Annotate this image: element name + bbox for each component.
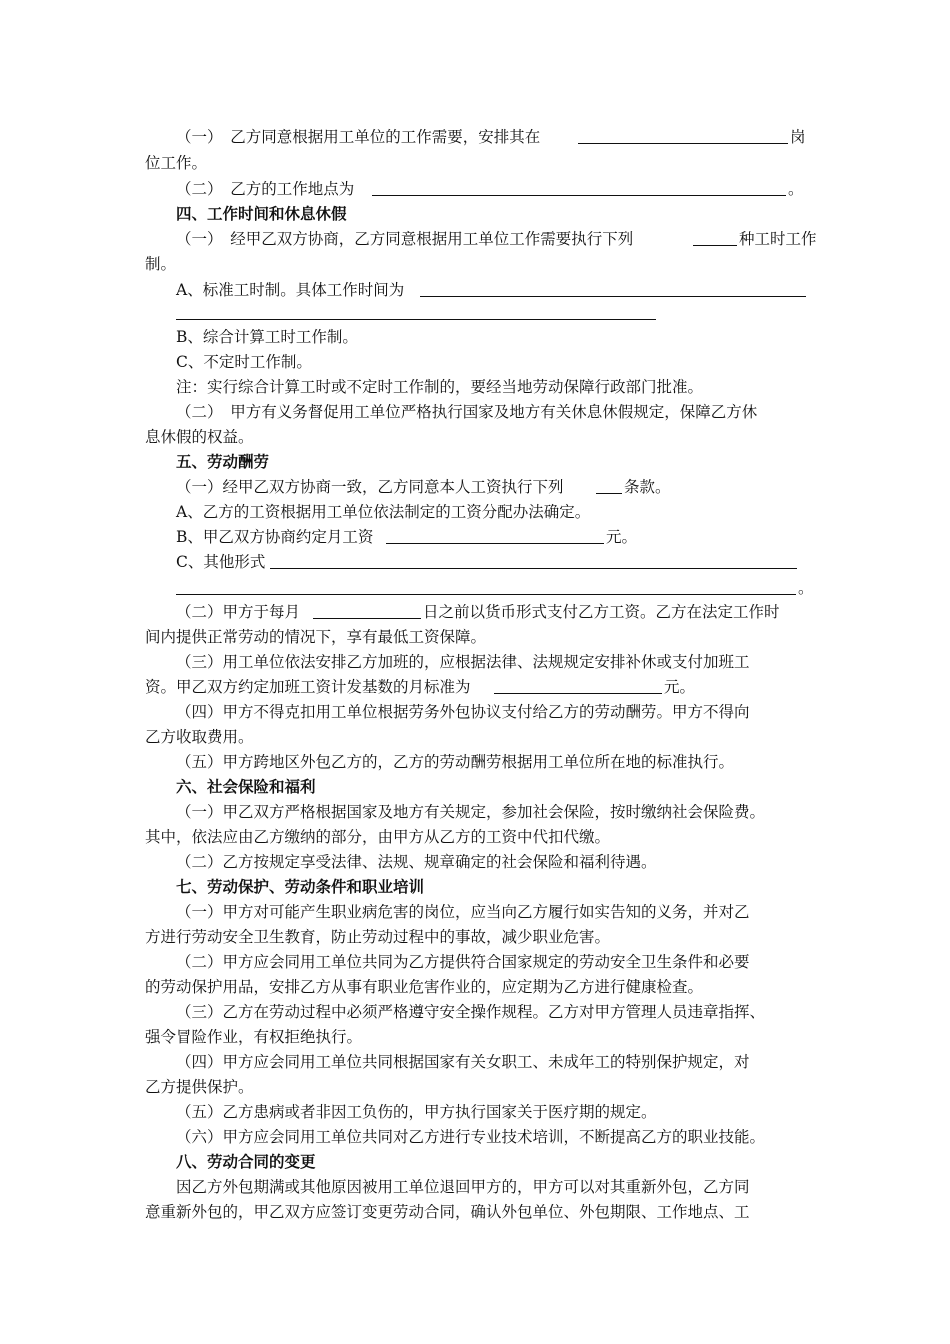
clause-text: 其中，依法应由乙方缴纳的部分，由甲方从乙方的工资中代扣代缴。 [145,828,611,846]
clause-text: （一）甲乙双方严格根据国家及地方有关规定，参加社会保险，按时缴纳社会保险费。 [176,803,766,821]
clause-7-3-cont [0,1024,950,1050]
clause-7-2 [0,949,950,975]
heading-text: 六、社会保险和福利 [176,777,316,796]
fill-blank-other-form-cont[interactable] [176,594,796,595]
clause-text: 岗 [790,128,806,146]
clause-8-1 [0,1174,950,1200]
section-7-heading [0,874,950,900]
fill-blank-hour-system[interactable] [693,245,737,246]
clause-text: （二）甲方于每月 [176,603,301,621]
clause-4-2-cont [0,424,950,450]
clause-3-1 [0,124,950,150]
clause-7-2-cont [0,974,950,1000]
clause-text: 意重新外包的，甲乙双方应签订变更劳动合同，确认外包单位、外包期限、工作地点、工 [145,1203,750,1221]
clause-text: 位工作。 [145,154,208,172]
fill-blank-other-form[interactable] [270,568,797,569]
clause-text: A、乙方的工资根据用工单位依法制定的工资分配办法确定。 [176,503,591,521]
clause-4-note [0,374,950,400]
clause-text: （二）甲方应会同用工单位共同为乙方提供符合国家规定的劳动安全卫生条件和必要 [176,953,750,971]
heading-text: 五、劳动酬劳 [176,452,270,471]
clause-5-4-cont [0,724,950,750]
clause-text: 种工时工作 [739,230,817,248]
clause-text: 息休假的权益。 [145,428,254,446]
clause-text: （四）甲方不得克扣用工单位根据劳务外包协议支付给乙方的劳动酬劳。甲方不得向 [176,703,750,721]
clause-text: 的劳动保护用品，安排乙方从事有职业危害作业的，应定期为乙方进行健康检查。 [145,978,704,996]
fill-blank-workplace[interactable] [372,195,786,196]
clause-7-1 [0,899,950,925]
section-8-heading [0,1149,950,1175]
clause-7-6 [0,1124,950,1150]
clause-text: （一） 乙方同意根据用工单位的工作需要，安排其在 [176,128,541,146]
clause-6-2 [0,849,950,875]
clause-5-b [0,524,950,550]
clause-text: 元。 [664,678,696,696]
fill-blank-monthly-wage[interactable] [386,543,604,544]
clause-5-1 [0,474,950,500]
clause-text: （一）甲方对可能产生职业病危害的岗位，应当向乙方履行如实告知的义务，并对乙 [176,903,750,921]
clause-text: 强令冒险作业，有权拒绝执行。 [145,1028,363,1046]
clause-text: （二） 甲方有义务督促用工单位严格执行国家及地方有关休息休假规定，保障乙方休 [176,403,758,421]
clause-5-4 [0,699,950,725]
clause-text: C、其他形式 [176,553,266,571]
fill-blank-work-time-cont[interactable] [176,319,656,320]
heading-text: 八、劳动合同的变更 [176,1152,316,1171]
clause-5-2-cont [0,624,950,650]
section-4-heading [0,201,950,227]
clause-3-1-cont [0,150,950,176]
fill-blank-clause[interactable] [596,493,622,494]
clause-5-a [0,499,950,525]
clause-7-4-cont [0,1074,950,1100]
clause-7-5 [0,1099,950,1125]
clause-4-c [0,349,950,375]
clause-text: 日之前以货币形式支付乙方工资。乙方在法定工作时 [423,603,780,621]
section-6-heading [0,774,950,800]
clause-4-1-cont [0,251,950,277]
clause-4-1 [0,226,950,252]
clause-5-3-cont [0,674,950,700]
clause-7-1-cont [0,924,950,950]
clause-5-3 [0,649,950,675]
clause-text: （五）甲方跨地区外包乙方的，乙方的劳动酬劳根据用工单位所在地的标准执行。 [176,753,735,771]
clause-5-c-cont [0,575,950,601]
clause-4-2 [0,399,950,425]
clause-text: 因乙方外包期满或其他原因被用工单位退回甲方的，甲方可以对其重新外包，乙方同 [176,1178,750,1196]
clause-text: 元。 [606,528,638,546]
clause-text: （六）甲方应会同用工单位共同对乙方进行专业技术培训，不断提高乙方的职业技能。 [176,1128,766,1146]
fill-blank-pay-day[interactable] [313,618,421,619]
clause-6-1 [0,799,950,825]
clause-text: （四）甲方应会同用工单位共同根据国家有关女职工、未成年工的特别保护规定，对 [176,1053,750,1071]
clause-text: 条款。 [624,478,671,496]
clause-text: 。 [788,180,804,198]
clause-text: （五）乙方患病或者非因工负伤的，甲方执行国家关于医疗期的规定。 [176,1103,657,1121]
clause-text: （一）经甲乙双方协商一致，乙方同意本人工资执行下列 [176,478,564,496]
heading-text: 七、劳动保护、劳动条件和职业培训 [176,877,425,896]
fill-blank-work-time[interactable] [420,296,806,297]
clause-text: 制。 [145,255,177,273]
clause-text: （三）用工单位依法安排乙方加班的，应根据法律、法规规定安排补休或支付加班工 [176,653,750,671]
clause-text: （二）乙方按规定享受法律、法规、规章确定的社会保险和福利待遇。 [176,853,657,871]
clause-text: 。 [798,579,814,597]
clause-text: 乙方收取费用。 [145,728,254,746]
clause-text: B、综合计算工时工作制。 [176,328,358,346]
clause-3-2 [0,176,950,202]
clause-5-c [0,549,950,575]
clause-7-3 [0,999,950,1025]
fill-blank-post[interactable] [578,143,788,144]
clause-text: 间内提供正常劳动的情况下，享有最低工资保障。 [145,628,487,646]
clause-text: 注：实行综合计算工时或不定时工作制的，要经当地劳动保障行政部门批准。 [176,378,704,396]
clause-text: （一） 经甲乙双方协商，乙方同意根据用工单位工作需要执行下列 [176,230,634,248]
clause-4-a-cont [0,300,950,326]
clause-7-4 [0,1049,950,1075]
clause-text: （二） 乙方的工作地点为 [176,180,355,198]
clause-text: C、不定时工作制。 [176,353,312,371]
clause-6-1-cont [0,824,950,850]
heading-text: 四、工作时间和休息休假 [176,204,347,223]
clause-5-5 [0,749,950,775]
clause-text: 资。甲乙双方约定加班工资计发基数的月标准为 [145,678,471,696]
clause-8-1-cont [0,1199,950,1225]
clause-text: 乙方提供保护。 [145,1078,254,1096]
clause-text: A、标准工时制。具体工作时间为 [176,281,405,299]
clause-text: B、甲乙双方协商约定月工资 [176,528,374,546]
section-5-heading [0,449,950,475]
clause-5-2 [0,599,950,625]
fill-blank-overtime-base[interactable] [494,693,662,694]
clause-text: 方进行劳动安全卫生教育，防止劳动过程中的事故，减少职业危害。 [145,928,611,946]
clause-4-b [0,324,950,350]
clause-text: （三）乙方在劳动过程中必须严格遵守安全操作规程。乙方对甲方管理人员违章指挥、 [176,1003,766,1021]
